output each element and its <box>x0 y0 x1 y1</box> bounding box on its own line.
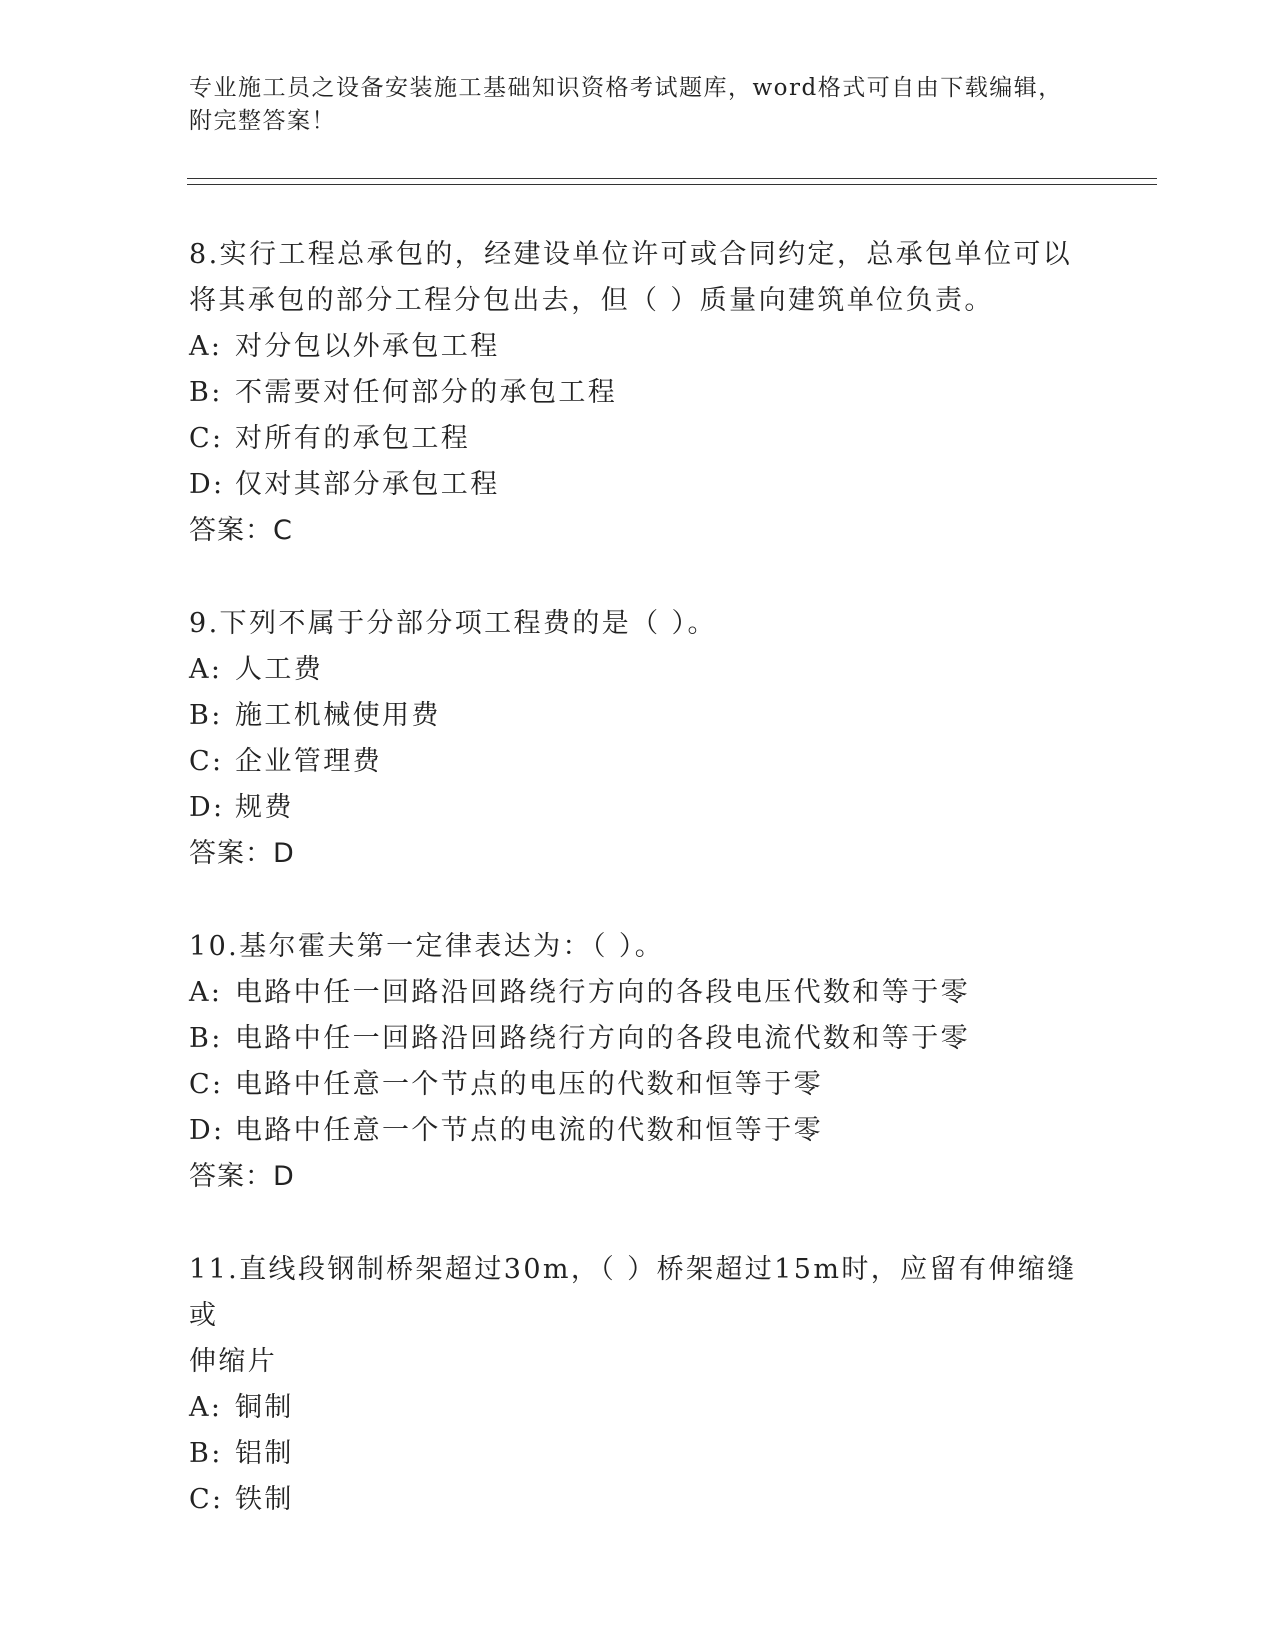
option-text: 施工机械使用费 <box>235 700 441 731</box>
option-letter: A: <box>189 977 223 1008</box>
answer-key: 答案：D <box>189 1161 295 1192</box>
option-letter: B: <box>189 1023 223 1054</box>
option-text: 规费 <box>235 792 294 823</box>
option-letter: A: <box>189 654 223 685</box>
option-text: 铜制 <box>235 1392 294 1423</box>
option-text: 电路中任意一个节点的电流的代数和恒等于零 <box>235 1115 823 1146</box>
option-letter: A: <box>189 1392 223 1423</box>
option-letter: B: <box>189 700 223 731</box>
option-letter: B: <box>189 377 223 408</box>
option-letter: C: <box>189 1484 224 1515</box>
option-text: 仅对其部分承包工程 <box>235 469 500 500</box>
option-text: 铝制 <box>235 1438 294 1469</box>
answer-option <box>189 416 1089 462</box>
option-text: 铁制 <box>235 1484 294 1515</box>
answer-option <box>189 1477 1089 1523</box>
question-stem: 伸缩片 <box>189 1346 278 1377</box>
answer-option <box>189 1108 1089 1154</box>
question-list <box>189 232 1089 1570</box>
header-divider-bottom <box>187 184 1157 185</box>
question-stem: 8.实行工程总承包的，经建设单位许可或合同约定，总承包单位可以 <box>189 239 1073 270</box>
document-header <box>189 72 1089 138</box>
answer-option <box>189 1016 1089 1062</box>
answer-option <box>189 970 1089 1016</box>
answer-option <box>189 462 1089 508</box>
option-text: 电路中任一回路沿回路绕行方向的各段电流代数和等于零 <box>235 1023 970 1054</box>
option-text: 电路中任一回路沿回路绕行方向的各段电压代数和等于零 <box>235 977 970 1008</box>
question-stem: 11.直线段钢制桥架超过30m，（ ）桥架超过15m时，应留有伸缩缝或 <box>189 1254 1077 1331</box>
header-line-1: 专业施工员之设备安装施工基础知识资格考试题库，word格式可自由下载编辑， <box>189 75 1063 101</box>
header-line-2: 附完整答案！ <box>189 108 336 134</box>
option-text: 企业管理费 <box>235 746 382 777</box>
question-stem: 10.基尔霍夫第一定律表达为：（ ）。 <box>189 931 665 962</box>
answer-option <box>189 785 1089 831</box>
question-item <box>189 232 1089 554</box>
answer-key: 答案：C <box>189 515 293 546</box>
question-item <box>189 601 1089 877</box>
option-text: 电路中任意一个节点的电压的代数和恒等于零 <box>235 1069 823 1100</box>
answer-key: 答案：D <box>189 838 295 869</box>
option-letter: A: <box>189 331 223 362</box>
option-letter: D: <box>189 469 225 500</box>
answer-option <box>189 1431 1089 1477</box>
option-text: 对分包以外承包工程 <box>235 331 500 362</box>
header-divider-top <box>187 178 1157 179</box>
answer-option <box>189 1062 1089 1108</box>
option-letter: D: <box>189 792 225 823</box>
option-letter: C: <box>189 746 224 777</box>
option-letter: D: <box>189 1115 225 1146</box>
option-letter: C: <box>189 423 224 454</box>
answer-option <box>189 370 1089 416</box>
answer-option <box>189 647 1089 693</box>
question-item <box>189 1247 1089 1523</box>
answer-option <box>189 739 1089 785</box>
option-letter: B: <box>189 1438 223 1469</box>
question-stem: 将其承包的部分工程分包出去，但（ ）质量向建筑单位负责。 <box>189 285 994 316</box>
answer-option <box>189 1385 1089 1431</box>
option-letter: C: <box>189 1069 224 1100</box>
option-text: 不需要对任何部分的承包工程 <box>235 377 618 408</box>
question-stem: 9.下列不属于分部分项工程费的是（ ）。 <box>189 608 717 639</box>
question-item <box>189 924 1089 1200</box>
answer-option <box>189 693 1089 739</box>
answer-option <box>189 324 1089 370</box>
option-text: 人工费 <box>235 654 324 685</box>
option-text: 对所有的承包工程 <box>235 423 471 454</box>
